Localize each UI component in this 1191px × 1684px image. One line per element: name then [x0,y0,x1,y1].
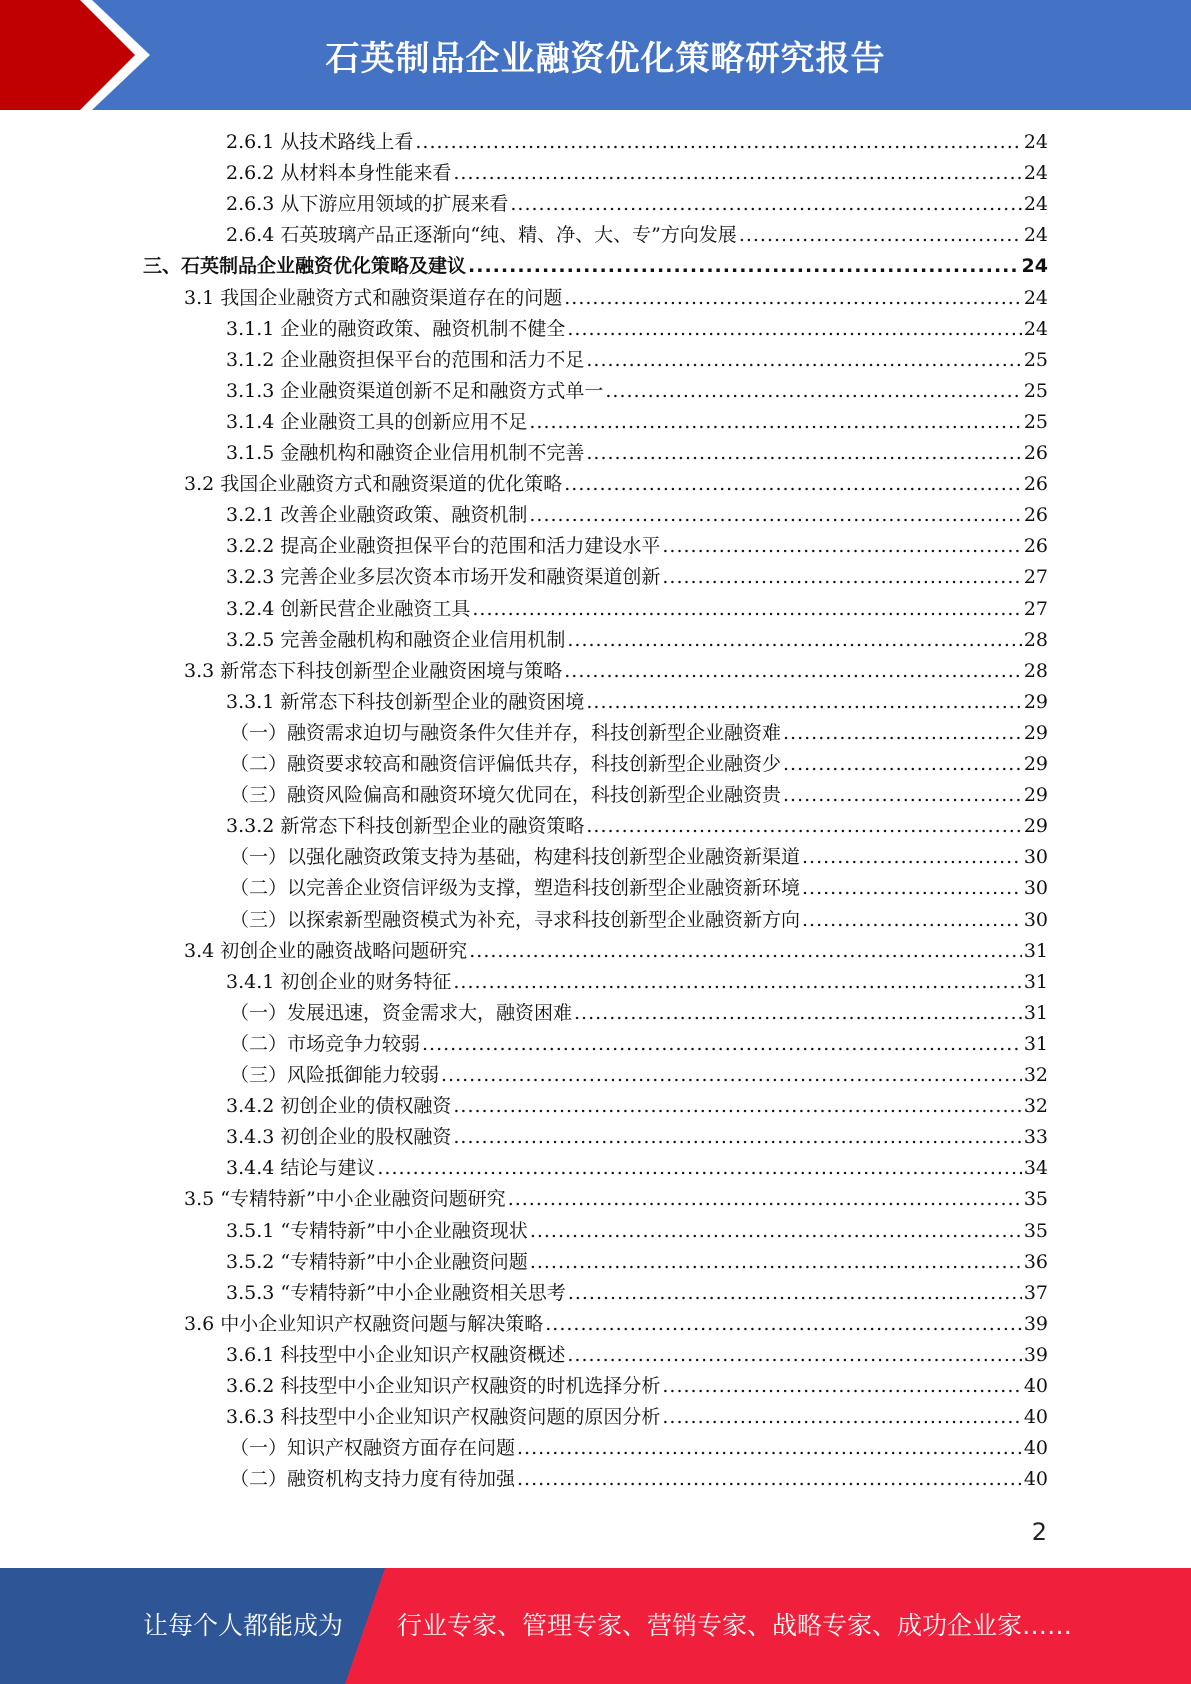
toc-entry-title: 2.6.3 从下游应用领域的扩展来看 [226,193,509,216]
toc-entry-title: 3.4.2 初创企业的债权融资 [226,1095,452,1118]
toc-entry[interactable] [226,158,1048,189]
toc-entry[interactable] [226,594,1048,625]
toc-entry-page: 29 [1023,753,1048,775]
toc-dot-leader [517,1464,1022,1495]
toc-entry-title: 3.1.2 企业融资担保平台的范围和活力不足 [226,348,585,371]
toc-entry[interactable] [226,376,1048,407]
toc-entry[interactable] [230,718,1048,749]
toc-entry[interactable] [226,1371,1048,1402]
toc-dot-leader [453,1091,1021,1122]
toc-entry[interactable] [230,1464,1048,1495]
toc-dot-leader [586,811,1021,842]
toc-entry-title: 3.3.1 新常态下科技创新型企业的融资困境 [226,690,585,713]
toc-dot-leader [662,562,1021,593]
toc-entry-page: 40 [1023,1437,1048,1460]
footer-slogan-left: 让每个人都能成为 [143,1611,344,1640]
toc-entry[interactable] [226,1402,1048,1433]
toc-entry-page: 30 [1023,908,1048,931]
toc-entry-page: 28 [1023,628,1048,651]
toc-entry-title: 3.4 初创企业的融资战略问题研究 [184,939,468,962]
toc-dot-leader [567,625,1021,656]
toc-dot-leader [564,656,1022,687]
toc-entry-page: 32 [1023,1095,1048,1118]
toc-entry-title: （一）以强化融资政策支持为基础，构建科技创新型企业融资新渠道 [230,846,801,869]
toc-dot-leader [453,158,1021,189]
toc-dot-leader [472,594,1021,625]
toc-entry-page: 40 [1023,1468,1048,1491]
toc-entry[interactable] [226,438,1048,469]
toc-entry-page: 37 [1023,1281,1048,1304]
toc-entry-title: 3.1.1 企业的融资政策、融资机制不健全 [226,317,566,340]
toc-entry-title: （一）知识产权融资方面存在问题 [230,1437,516,1460]
toc-entry-page: 29 [1023,690,1048,713]
toc-entry[interactable] [230,842,1048,873]
toc-entry-page: 25 [1023,410,1048,433]
toc-entry[interactable] [184,656,1048,687]
toc-dot-leader [510,189,1021,220]
toc-entry-title: 2.6.1 从技术路线上看 [226,131,414,153]
toc-entry-page: 26 [1023,504,1048,527]
toc-entry[interactable] [226,314,1048,345]
toc-entry-page: 26 [1023,535,1048,558]
toc-entry-title: 3.1.3 企业融资渠道创新不足和融资方式单一 [226,379,604,402]
toc-entry-title: 2.6.2 从材料本身性能来看 [226,162,452,185]
toc-entry-title: 3.1.5 金融机构和融资企业信用机制不完善 [226,442,585,464]
toc-entry[interactable] [226,500,1048,531]
toc-dot-leader [545,1309,1022,1340]
toc-entry[interactable] [226,1122,1048,1153]
toc-entry-page: 31 [1023,1032,1048,1055]
toc-entry-title: 3.6.1 科技型中小企业知识产权融资概述 [226,1343,566,1366]
toc-entry-title: 3.1 我国企业融资方式和融资渠道存在的问题 [184,286,563,309]
toc-entry-title: 3.4.3 初创企业的股权融资 [226,1126,452,1149]
toc-entry-title: （三）以探索新型融资模式为补充，寻求科技创新型企业融资新方向 [230,908,801,931]
toc-entry-page: 26 [1023,473,1048,496]
report-footer [0,1568,1191,1684]
toc-dot-leader [802,905,1022,936]
toc-entry-page: 26 [1023,442,1048,464]
toc-dot-leader [586,438,1021,469]
toc-entry-page: 29 [1023,815,1048,838]
toc-dot-leader [468,251,1020,282]
toc-entry-page: 24 [1023,286,1048,309]
toc-entry-page: 29 [1023,784,1048,807]
toc-dot-leader [377,1153,1021,1184]
toc-entry-page: 28 [1023,659,1048,682]
toc-entry-title: （三）融资风险偏高和融资环境欠优同在，科技创新型企业融资贵 [230,784,782,807]
toc-dot-leader [564,283,1022,314]
toc-dot-leader [517,1433,1022,1464]
toc-entry[interactable] [226,1278,1048,1309]
toc-entry[interactable] [230,873,1048,904]
toc-entry-title: 3.4.4 结论与建议 [226,1157,376,1180]
toc-entry-title: 3.5 “专精特新”中小企业融资问题研究 [184,1188,506,1211]
toc-entry[interactable] [226,562,1048,593]
toc-entry-page: 27 [1023,566,1048,589]
toc-entry[interactable] [226,407,1048,438]
toc-entry-title: 3.5.1 “专精特新”中小企业融资现状 [226,1219,528,1242]
toc-dot-leader [567,314,1021,345]
toc-dot-leader [739,220,1022,251]
toc-entry-page: 24 [1023,317,1048,340]
toc-dot-leader [453,967,1021,998]
toc-entry[interactable] [226,531,1048,562]
toc-entry[interactable] [230,905,1048,936]
toc-entry[interactable] [230,998,1048,1029]
toc-entry[interactable] [226,1340,1048,1371]
toc-entry-page: 32 [1023,1064,1048,1086]
toc-dot-leader [783,780,1022,811]
footer-slogan-right: 行业专家、管理专家、营销专家、战略专家、成功企业家…… [397,1611,1073,1640]
report-header [0,0,1191,110]
toc-dot-leader [574,998,1022,1029]
toc-entry-title: 3.2.4 创新民营企业融资工具 [226,597,471,620]
toc-entry-title: 3.1.4 企业融资工具的创新应用不足 [226,410,528,433]
toc-entry-title: （一）发展迅速，资金需求大，融资困难 [230,1001,573,1024]
toc-dot-leader [802,842,1022,873]
report-title: 石英制品企业融资优化策略研究报告 [325,38,886,79]
toc-entry-page: 40 [1023,1406,1048,1429]
toc-entry[interactable] [230,749,1048,780]
toc-entry-title: 2.6.4 石英玻璃产品正逐渐向“纯、精、净、大、专”方向发展 [226,224,737,247]
toc-dot-leader [662,531,1021,562]
toc-entry-title: 3.5.3 “专精特新”中小企业融资相关思考 [226,1281,566,1304]
toc-entry-title: 3.3.2 新常态下科技创新型企业的融资策略 [226,815,585,838]
toc-entry-title: （三）风险抵御能力较弱 [230,1064,440,1086]
toc-dot-leader [508,1184,1022,1215]
toc-entry[interactable] [184,469,1048,500]
toc-entry-page: 24 [1023,193,1048,216]
toc-entry-page: 30 [1023,846,1048,869]
toc-entry-page: 35 [1023,1188,1048,1211]
toc-entry[interactable] [184,283,1048,314]
toc-entry[interactable] [226,1091,1048,1122]
toc-entry[interactable] [226,1216,1048,1247]
toc-dot-leader [530,1247,1022,1278]
toc-entry[interactable] [230,1029,1048,1060]
toc-entry-title: （二）市场竞争力较弱 [230,1032,421,1055]
toc-entry-title: 3.5.2 “专精特新”中小企业融资问题 [226,1250,528,1273]
toc-entry-page: 31 [1023,939,1048,962]
toc-entry-page: 33 [1023,1126,1048,1149]
toc-dot-leader [802,873,1022,904]
toc-entry[interactable] [143,251,1048,282]
toc-entry-page: 39 [1023,1312,1048,1335]
toc-dot-leader [783,718,1022,749]
toc-entry-page: 24 [1023,131,1048,153]
toc-entry-page: 35 [1023,1219,1048,1242]
toc-entry[interactable] [226,127,1048,158]
toc-entry[interactable] [226,1247,1048,1278]
toc-entry-page: 31 [1023,1001,1048,1024]
toc-dot-leader [568,1278,1022,1309]
toc-entry-page: 24 [1021,255,1048,278]
toc-entry[interactable] [226,811,1048,842]
toc-entry[interactable] [184,936,1048,967]
toc-dot-leader [662,1371,1021,1402]
toc-dot-leader [586,345,1021,376]
toc-entry[interactable] [230,1433,1048,1464]
toc-entry-title: （二）以完善企业资信评级为支撑，塑造科技创新型企业融资新环境 [230,877,801,900]
toc-entry-title: 3.2.5 完善金融机构和融资企业信用机制 [226,628,566,651]
toc-entry-title: 三、石英制品企业融资优化策略及建议 [143,255,467,278]
toc-dot-leader [662,1402,1021,1433]
toc-entry-title: 3.2.2 提高企业融资担保平台的范围和活力建设水平 [226,535,661,558]
toc-entry-title: 3.6.2 科技型中小企业知识产权融资的时机选择分析 [226,1375,661,1397]
toc-entry[interactable] [230,1060,1048,1091]
toc-dot-leader [469,936,1022,967]
toc-dot-leader [564,469,1022,500]
toc-entry-page: 25 [1023,348,1048,371]
toc-dot-leader [530,1216,1022,1247]
toc-dot-leader [605,376,1021,407]
toc-dot-leader [567,1340,1021,1371]
toc-entry[interactable] [226,687,1048,718]
toc-entry[interactable] [226,1153,1048,1184]
toc-entry-page: 24 [1023,224,1048,247]
toc-entry-title: 3.4.1 初创企业的财务特征 [226,970,452,993]
toc-entry-page: 24 [1023,162,1048,185]
toc-entry-page: 39 [1023,1343,1048,1366]
toc-entry-page: 27 [1023,597,1048,620]
toc-entry-page: 40 [1023,1375,1048,1397]
toc-entry-title: 3.6.3 科技型中小企业知识产权融资问题的原因分析 [226,1406,661,1429]
toc-entry-page: 36 [1023,1250,1048,1273]
toc-dot-leader [453,1122,1021,1153]
toc-entry[interactable] [226,189,1048,220]
page-number: 2 [1031,1518,1047,1546]
toc-entry-title: （二）融资机构支持力度有待加强 [230,1468,516,1491]
toc-entry[interactable] [184,1184,1048,1215]
toc-dot-leader [529,500,1021,531]
toc-entry-page: 30 [1023,877,1048,900]
toc-entry[interactable] [226,220,1048,251]
toc-dot-leader [441,1060,1022,1091]
toc-dot-leader [586,687,1021,718]
toc-entry[interactable] [184,1309,1048,1340]
toc-dot-leader [783,749,1022,780]
toc-entry-page: 29 [1023,721,1048,744]
toc-entry-title: 3.2.1 改善企业融资政策、融资机制 [226,504,528,527]
toc-entry[interactable] [226,625,1048,656]
toc-entry-page: 25 [1023,379,1048,402]
toc-entry-title: 3.2.3 完善企业多层次资本市场开发和融资渠道创新 [226,566,661,589]
toc-entry[interactable] [226,345,1048,376]
toc-entry[interactable] [230,780,1048,811]
toc-entry-page: 31 [1023,970,1048,993]
toc-entry[interactable] [226,967,1048,998]
toc-entry-title: 3.2 我国企业融资方式和融资渠道的优化策略 [184,473,563,496]
toc-entry-title: （二）融资要求较高和融资信评偏低共存，科技创新型企业融资少 [230,753,782,775]
toc-entry-title: （一）融资需求迫切与融资条件欠佳并存，科技创新型企业融资难 [230,721,782,744]
toc-dot-leader [415,127,1021,158]
toc-dot-leader [422,1029,1022,1060]
toc-dot-leader [529,407,1021,438]
toc-entry-title: 3.3 新常态下科技创新型企业融资困境与策略 [184,659,563,682]
toc-entry-page: 34 [1023,1157,1048,1180]
toc-entry-title: 3.6 中小企业知识产权融资问题与解决策略 [184,1312,544,1335]
